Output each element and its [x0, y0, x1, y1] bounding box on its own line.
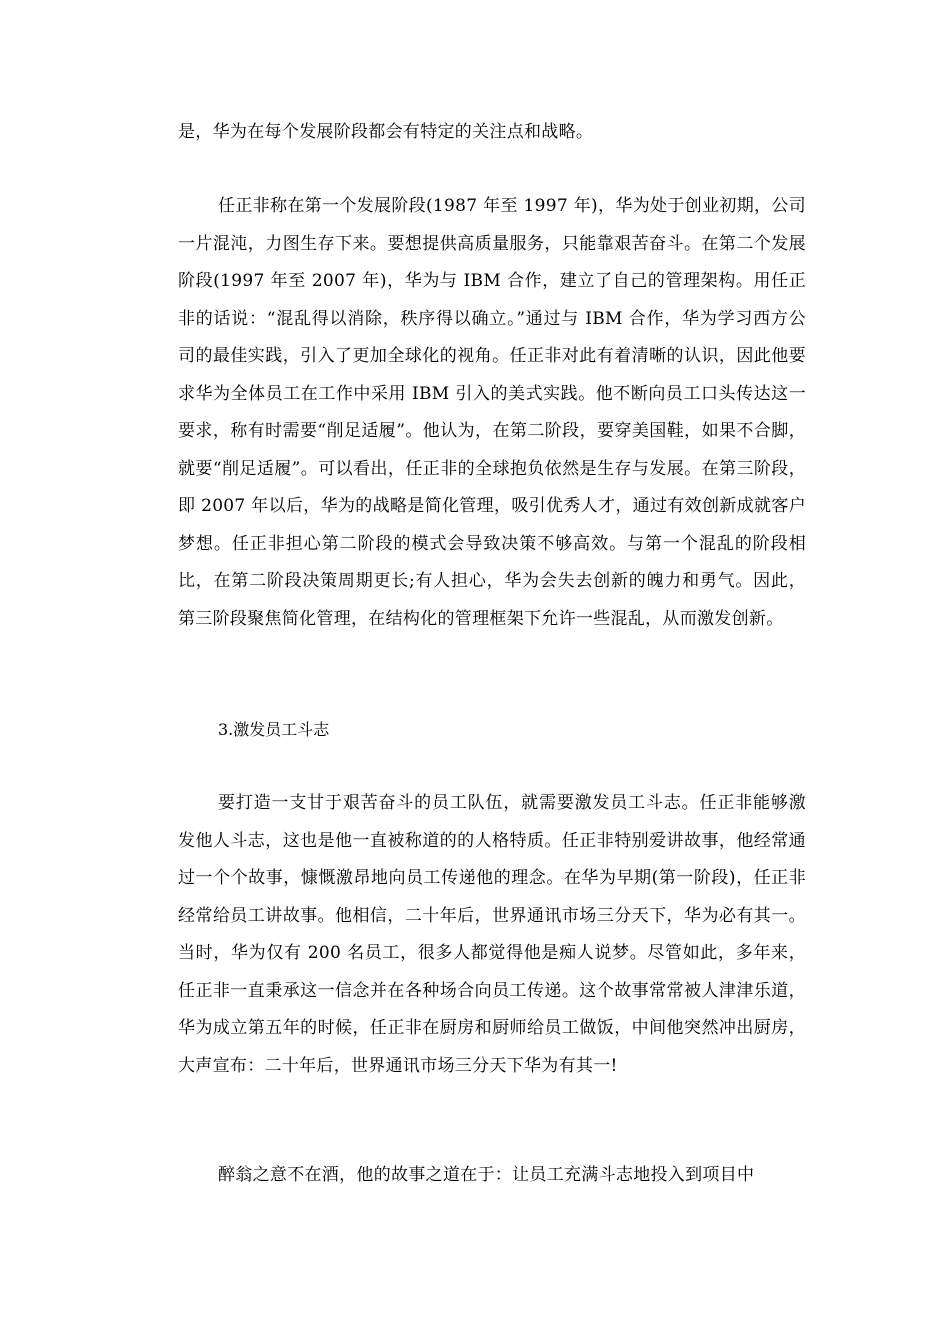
- section-heading: 3.激发员工斗志: [218, 720, 330, 739]
- paragraph-development-stages: 任正非称在第一个发展阶段(1987 年至 1997 年)，华为处于创业初期，公司一片混沌，力图生存下来。要想提供高质量服务，只能靠艰苦奋斗。在第二个发展阶段(1997 年至 2007 年)，华为与 IBM 合作，建立了自己的管理架构。用任正非的话说：“混乱得以消除，秩序得以确立。”通过与 IBM 合作，华为学习西方公司的最佳实践，引入了更加全球化的视角。任正非对此有着清晰的认识，因此他要求华为全体员工在工作中采用 IBM 引入的美式实践。他不断向员工口头传达这一要求，称有时需要“削足适履”。他认为，在第二阶段，要穿美国鞋，如果不合脚，就要“削足适履”。可以看出，任正非的全球抱负依然是生存与发展。在第三阶段，即 2007 年以后，华为的战略是简化管理，吸引优秀人才，通过有效创新成就客户梦想。任正非担心第二阶段的模式会导致决策不够高效。与第一个混乱的阶段相比，在第二阶段决策周期更长;有人担心，华为会失去创新的魄力和勇气。因此，第三阶段聚焦简化管理，在结构化的管理框架下允许一些混乱，从而激发创新。: [178, 196, 806, 629]
- paragraph-storytelling: 醉翁之意不在酒，他的故事之道在于：让员工充满斗志地投入到项目中: [218, 1165, 755, 1185]
- paragraph-employee-morale: 要打造一支甘于艰苦奋斗的员工队伍，就需要激发员工斗志。任正非能够激发他人斗志，这也是他一直被称道的的人格特质。任正非特别爱讲故事，他经常通过一个个故事，慷慨激昂地向员工传递他的理念。在华为早期(第一阶段)，任正非经常给员工讲故事。他相信，二十年后，世界通讯市场三分天下，华为必有其一。当时，华为仅有 200 名员工，很多人都觉得他是痴人说梦。尽管如此，多年来，任正非一直秉承这一信念并在各种场合向员工传递。这个故事常常被人津津乐道，华为成立第五年的时候，任正非在厨房和厨师给员工做饭，中间他突然冲出厨房，大声宣布：二十年后，世界通讯市场三分天下华为有其一!: [178, 793, 806, 1076]
- paragraph-continuation: 是，华为在每个发展阶段都会有特定的关注点和战略。: [178, 122, 594, 142]
